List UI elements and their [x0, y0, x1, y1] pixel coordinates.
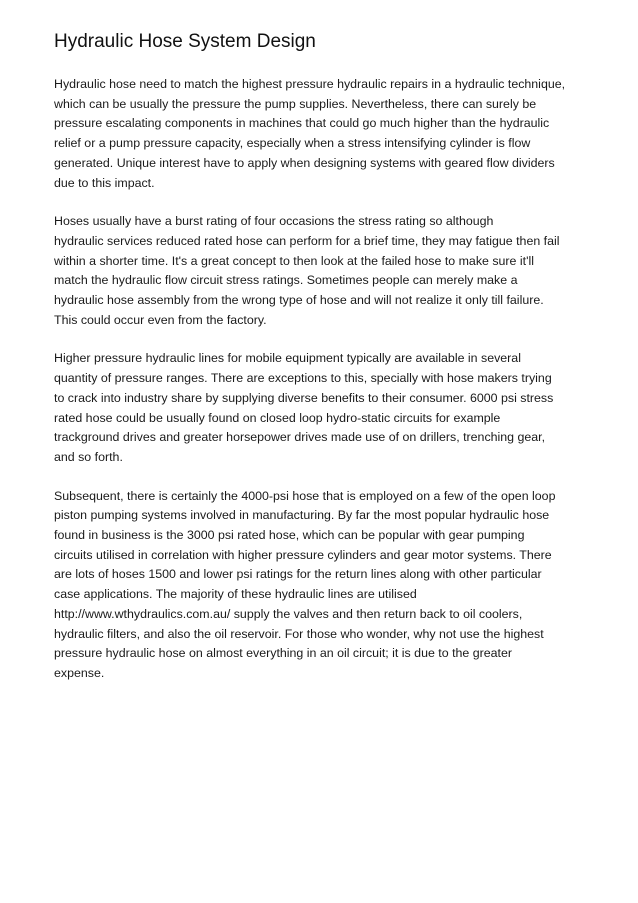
paragraph-3: Higher pressure hydraulic lines for mobile equipment typically are available in several quantity of pressure ranges. There are exceptions to this, specially with hose makers trying to crack into industry share by supplying diverse benefits to their consumer. 6000 psi stress rated hose could be usually found on closed loop hydro-static circuits for example trackground drives and greater horsepower drives made use of on drillers, trenching gear, and so forth. [54, 351, 554, 464]
document-page [54, 30, 590, 703]
paragraph-4: Subsequent, there is certainly the 4000-psi hose that is employed on a few of the open loop piston pumping systems involved in manufacturing. By far the most popular hydraulic hose found in business is the 3000 psi rated hose, which can be popular with gear pumping circuits utilised in correlation with higher pressure cylinders and gear motor systems. There are lots of hoses 1500 and lower psi ratings for the return lines along with other particular case applications. The majority of these hydraulic lines are utilised http://www.wthydraulics.com.au/ supply the valves and then return back to oil coolers, hydraulic filters, and also the oil reservoir. For those who wonder, why not use the highest pressure hydraulic hose on almost everything in an oil circuit; it is due to the greater expense. [54, 488, 556, 680]
paragraph-2: Hoses usually have a burst rating of four occasions the stress rating so although hydraulic services reduced rated hose can perform for a brief time, they may fatigue then fail within a shorter time. It's a great concept to then look at the failed hose to make sure it'll match the hydraulic flow circuit stress ratings. Sometimes people can merely make a hydraulic hose assembly from the wrong type of hose and will not realize it only till failure. This could occur even from the factory. [54, 214, 560, 327]
document-title: Hydraulic Hose System Design [54, 31, 316, 52]
paragraph-1: Hydraulic hose need to match the highest pressure hydraulic repairs in a hydraulic technique, which can be usually the pressure the pump supplies. Nevertheless, there can surely be pressure escalating components in machines that could go much higher than the hydraulic relief or a pump pressure capacity, especially when a stress intensifying cylinder is flow generated. Unique interest have to apply when designing systems with geared flow dividers due to this impact. [54, 77, 566, 190]
